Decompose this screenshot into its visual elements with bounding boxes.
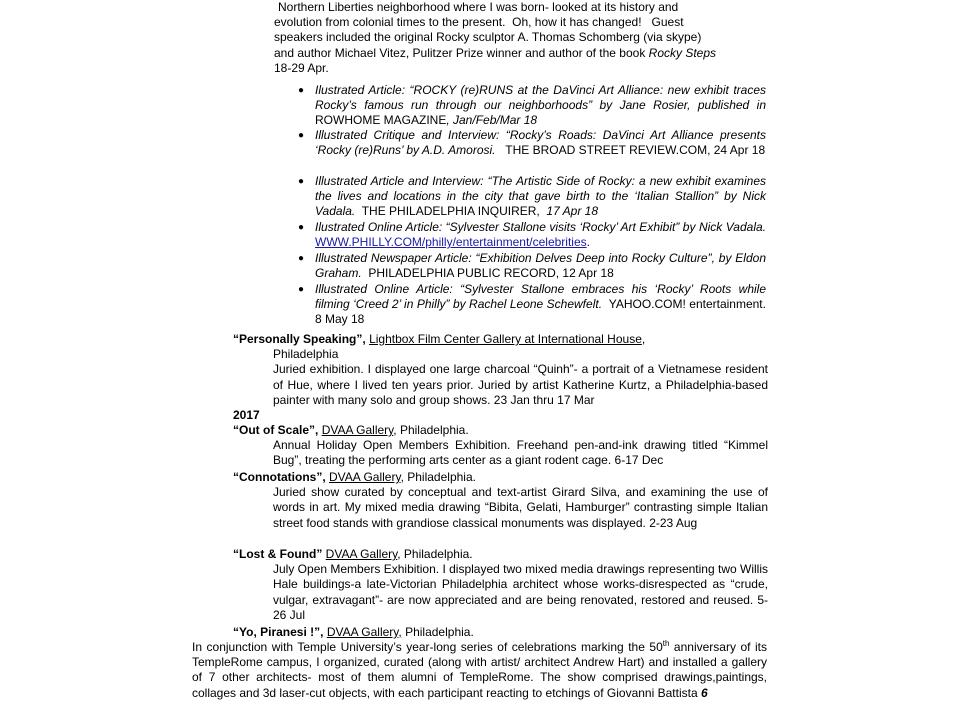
intro-line-2: evolution from colonial times to the present. Oh, how it has changed! Guest [274,15,684,30]
exhibit-lost-and-found [233,547,768,623]
exhibit-yo-piranesi [233,625,768,640]
exhibit-city: Philadelphia [273,347,339,362]
exhibit-out-of-scale [233,423,768,469]
exhibit-description: July Open Members Exhibition. I displayed two mixed media drawings representing two Willis Hale buildings-a late-Victorian Philadelphia architect whose works-disrespected as “crude, vulgar, extravagant”- are now appreciated and are being renovated, restored and reused. 5-26 Jul [273,562,768,622]
book-title: Rocky Steps [648,45,717,60]
philly-link[interactable]: WWW.PHILLY.COM/philly/entertainment/celebrities [315,235,587,250]
list-item: ● Illustrated Newspaper Article: “Exhibition Delves Deep into Rocky Culture”, by Eldon Graham. PHILADELPHIA PUBLIC RECORD, 12 Apr 18 [298,251,766,281]
exhibit-heading: “Lost & Found” DVAA Gallery, Philadelphia. [233,547,473,561]
closing-paragraph: In conjunction with Temple University’s year-long series of celebrations marking the 50th anniversary of its TempleRome campus, I organized, curated (along with artist/ architect Andrew Hart) and installed a gallery of 7 other architects- most of them alumni of TempleRome. The show comprised drawings,paintings, collages and 3d laser-cut objects, with each participant reacting to etchings of Giovanni Battista 6 [192,639,767,700]
bullet-icon: ● [298,284,305,295]
exhibit-heading: “Out of Scale”, DVAA Gallery, Philadelphia. [233,423,469,437]
intro-line-1: Northern Liberties neighborhood where I was born- looked at its history and [278,0,679,14]
intro-line-4: and author Michael Vitez, Pulitzer Prize winner and author of the book Rocky Steps [274,45,717,60]
intro-line-3: speakers included the original Rocky sculptor A. Thomas Schomberg (via skype) [274,30,702,45]
page-number: 6 [700,685,708,700]
list-item: ● Illustrated Article and Interview: “The Artistic Side of Rocky: a new exhibit examines the lives and locations in the city that gave birth to the ‘Italian Stallion” by Nick Vadala. THE PHILADELPHIA INQUIRER, 17 Apr 18 [298,174,766,219]
bullet-icon: ● [298,253,305,264]
list-item: ● Illustrated Critique and Interview: “Rocky’s Roads: DaVinci Art Alliance presents ‘Rocky (re)Runs’ by A.D. Amorosi. THE BROAD STREET REVIEW.COM, 24 Apr 18 [298,128,766,158]
exhibit-heading: “Personally Speaking”, Lightbox Film Center Gallery at International House, [233,332,646,346]
intro-dates: 18-29 Apr. [274,60,329,75]
exhibit-title: “Personally Speaking”, [233,332,366,346]
venue-link[interactable]: DVAA Gallery [321,423,394,437]
bullet-icon: ● [298,176,305,187]
venue-link[interactable]: DVAA Gallery, [326,625,402,639]
exhibit-title: “Yo, Piranesi !”, [233,625,324,639]
exhibit-heading: “Connotations”, DVAA Gallery, Philadelphia. [233,470,476,484]
exhibit-description: Annual Holiday Open Members Exhibition. Freehand pen-and-ink drawing titled “Kimmel Bug”, treating the performing arts center as a giant rodent cage. 6-17 Dec [273,438,768,468]
list-item: ● Ilustrated Article: “ROCKY (re)RUNS at the DaVinci Art Alliance: new exhibit traces Rocky’s famous run through our neighborhoods” by Jane Rosier, published in ROWHOME MAGAZINE, Jan/Feb/Mar 18 [298,83,766,128]
ordinal-suffix: th [662,639,670,648]
venue-link[interactable]: DVAA Gallery [325,547,398,561]
bullet-icon: ● [298,222,305,233]
intro-paragraph [274,0,768,76]
exhibit-title: “Lost & Found” [233,547,323,561]
exhibit-heading: “Yo, Piranesi !”, DVAA Gallery, Philadelphia. [233,625,474,639]
venue-link[interactable]: DVAA Gallery [329,470,401,484]
list-item: ● Ilustrated Online Article: “Sylvester Stallone visits ‘Rocky’ Art Exhibit” by Nick Vadala. WWW.PHILLY.COM/philly/entertainment/celebrities. [298,220,766,250]
exhibit-description: Juried show curated by conceptual and text-artist Girard Silva, and examining the use of words in art. My mixed media drawing “Bibita, Gelati, Hamburger” contrasting simple Italian street food stands with grandiose classical monuments was displayed. 2-23 Aug [273,485,768,530]
venue-link[interactable]: Lightbox Film Center Gallery at International House [369,332,642,346]
exhibit-title: “Out of Scale”, [233,423,319,437]
exhibit-personally-speaking [233,332,768,408]
bullet-icon: ● [298,85,305,96]
article-list [298,83,773,328]
exhibit-title: “Connotations”, [233,470,326,484]
year-heading: 2017 [233,408,260,422]
bullet-icon: ● [298,130,305,141]
exhibit-connotations [233,470,768,531]
exhibit-description: Juried exhibition. I displayed one large charcoal “Quinh”- a portrait of a Vietnamese resident of Hue, where I lived ten years prior. Juried by artist Katherine Kurtz, a Philadelphia-based painter with many solo and group shows. 23 Jan thru 17 Mar [273,362,768,407]
list-item: ● Illustrated Online Article: “Sylvester Stallone embraces his ‘Rocky’ Roots while filming ‘Creed 2’ in Philly” by Rachel Leone Schewfelt. YAHOO.COM! entertainment. 8 May 18 [298,282,773,327]
